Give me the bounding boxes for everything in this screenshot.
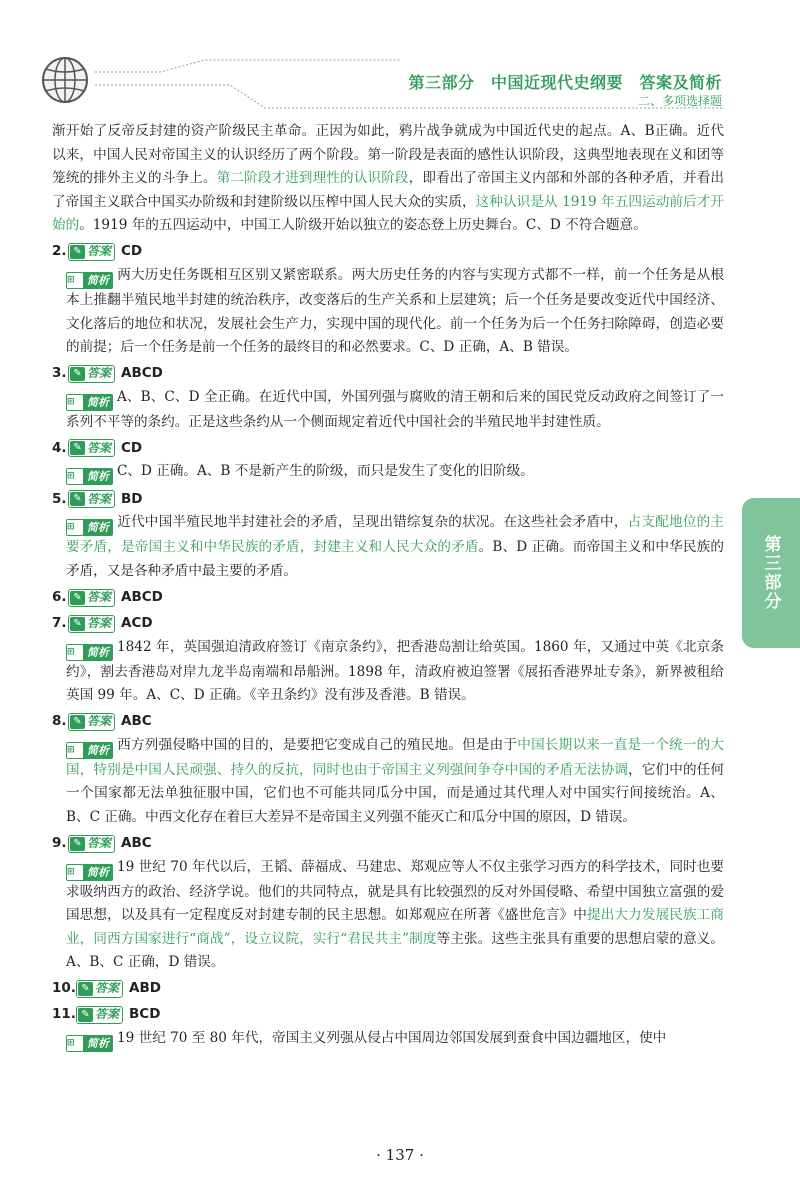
question-7-explanation: ⊞ 简析 1842 年，英国强迫清政府签订《南京条约》，把香港岛割让给英国。1860 年，又通过中英《北京条约》，割去香港岛对岸九龙半岛南端和昂船洲。1898 年，清政府被迫签署《展拓香港界址专条》，新界被租给英国 99 年。A、C、D 正确。《辛丑条约》没有涉及香港。B 错误。 [66, 638, 724, 704]
answer-value: ABD [129, 980, 161, 997]
question-11-answer: 11. ✎ 答案 BCD [52, 1003, 724, 1027]
explain-icon: ⊞ [67, 273, 84, 288]
pen-icon: ✎ [70, 492, 85, 506]
question-8-answer: 8. ✎ 答案 ABC [52, 710, 724, 734]
explain-badge: ⊞ 简析 [66, 1035, 113, 1052]
answer-value: BCD [129, 1006, 161, 1023]
explain-icon: ⊞ [67, 520, 84, 535]
answer-badge: ✎ 答案 [68, 439, 115, 457]
page-header [0, 0, 800, 120]
question-2-answer: 2. ✎ 答案 CD [52, 240, 724, 264]
answer-value: ABCD [121, 588, 163, 605]
answer-value: ABCD [121, 364, 163, 381]
answer-badge: ✎ 答案 [68, 490, 115, 508]
explain-icon: ⊞ [67, 395, 84, 410]
answer-badge: ✎ 答案 [76, 1006, 123, 1024]
question-5-answer: 5. ✎ 答案 BD [52, 487, 724, 511]
answer-badge: ✎ 答案 [68, 615, 115, 633]
explain-badge: ⊞ 简析 [66, 394, 113, 411]
answers-content [52, 120, 724, 1052]
question-3-explanation: ⊞ 简析 A、B、C、D 全正确。在近代中国，外国列强与腐败的清王朝和后来的国民党反动政府之间签订了一系列不平等的条约。正是这些条约从一个侧面规定着近代中国社会的半殖民地半封建性质。 [66, 388, 724, 430]
side-tab-label: 第三部分 [760, 535, 781, 611]
explain-badge: ⊞ 简析 [66, 864, 113, 881]
answer-value: CD [121, 243, 143, 260]
answer-badge: ✎ 答案 [68, 365, 115, 383]
answer-value: ACD [121, 614, 153, 631]
question-4-explanation: ⊞ 简析 C、D 正确。A、B 不是新产生的阶级，而只是发生了变化的旧阶级。 [67, 463, 534, 484]
pen-icon: ✎ [78, 982, 93, 996]
explain-badge: ⊞ 简析 [66, 519, 113, 536]
question-9-answer: 9. ✎ 答案 ABC [52, 832, 724, 856]
explain-icon: ⊞ [67, 743, 84, 758]
pen-icon: ✎ [70, 591, 85, 605]
answer-badge: ✎ 答案 [68, 589, 115, 607]
question-2-explanation: ⊞ 简析 两大历史任务既相互区别又紧密联系。两大历史任务的内容与实现方式都不一样，前一个任务是从根本上推翻半殖民地半封建的统治秩序，改变落后的生产关系和上层建筑；后一个任务是要改变近代中国经济、文化落后的地位和状况，发展社会生产力，实现中国的现代化。前一个任务为后一个任务扫除障碍，创造必要的前提；后一个任务是前一个任务的最终目的和必然要求。C、D 正确，A、B 错误。 [66, 266, 724, 356]
answer-badge: ✎ 答案 [76, 980, 123, 998]
globe-icon [40, 55, 90, 105]
question-9-explanation: ⊞ 简析 19 世纪 70 年代以后，王韬、薛福成、马建忠、郑观应等人不仅主张学习西方的科学技术，同时也要求吸纳西方的政治、经济学说。他们的共同特点，就是具有比较强烈的反对外国侵略、希望中国独立富强的爱国思想，以及具有一定程度反对封建专制的民主思想。如郑观应在所著《盛世危言》中提出大力发展民族工商业，同西方国家进行“商战”，设立议院，实行“君民共主”制度等主张。这些主张具有重要的思想启蒙的意义。A、B、C 正确，D 错误。 [66, 858, 725, 971]
question-8-explanation: ⊞ 简析 西方列强侵略中国的目的，是要把它变成自己的殖民地。但是由于中国长期以来一直是一个统一的大国，特别是中国人民顽强、持久的反抗，同时也由于帝国主义列强间争夺中国的矛盾无法协调，它们中的任何一个国家都无法单独征服中国，它们也不可能共同瓜分中国，而是通过其代理人对中国实行间接统治。A、B、C 正确。中西文化存在着巨大差异不是帝国主义列强不能灭亡和瓜分中国的原因，D 错误。 [66, 736, 725, 825]
answer-badge: ✎ 答案 [68, 713, 115, 731]
pen-icon: ✎ [70, 715, 85, 729]
question-6-answer: 6. ✎ 答案 ABCD [52, 586, 724, 610]
question-3-answer: 3. ✎ 答案 ABCD [52, 362, 724, 386]
section-title: 第三部分 中国近现代史纲要 答案及简析 [408, 73, 722, 92]
pen-icon: ✎ [70, 367, 85, 381]
pen-icon: ✎ [70, 837, 85, 851]
question-10-answer: 10. ✎ 答案 ABD [52, 977, 724, 1001]
explain-icon: ⊞ [67, 469, 84, 484]
explain-badge: ⊞ 简析 [66, 742, 113, 759]
explain-badge: ⊞ 简析 [66, 468, 113, 485]
pen-icon: ✎ [70, 441, 85, 455]
question-11-explanation: ⊞ 简析 19 世纪 70 至 80 年代，帝国主义列强从侵占中国周边邻国发展到蚕食中国边疆地区，使中 [67, 1029, 667, 1050]
explain-icon: ⊞ [67, 865, 84, 880]
section-subtitle: 二、多项选择题 [637, 94, 722, 108]
explain-icon: ⊞ [67, 645, 84, 660]
answer-value: ABC [121, 834, 152, 851]
page-number: · 137 · [376, 1146, 424, 1164]
pen-icon: ✎ [70, 245, 85, 259]
answer-value: ABC [121, 712, 152, 729]
explain-icon: ⊞ [67, 1036, 84, 1051]
question-5-explanation: ⊞ 简析 近代中国半殖民地半封建社会的矛盾，呈现出错综复杂的状况。在这些社会矛盾中，占支配地位的主要矛盾，是帝国主义和中华民族的矛盾，封建主义和人民大众的矛盾。B、D 正确。而帝国主义和中华民族的矛盾，又是各种矛盾中最主要的矛盾。 [66, 514, 725, 579]
continued-explanation: 渐开始了反帝反封建的资产阶级民主革命。正因为如此，鸦片战争就成为中国近代史的起点。A、B正确。近代以来，中国人民对帝国主义的认识经历了两个阶段。第一阶段是表面的感性认识阶段，这典型地表现在义和团等笼统的排外主义的斗争上。第二阶段才进到理性的认识阶段，即看出了帝国主义内部和外部的各种矛盾，并看出了帝国主义联合中国买办阶级和封建阶级以压榨中国人民大众的实质，这种认识是从 1919 年五四运动前后才开始的。1919 年的五四运动中，中国工人阶级开始以独立的姿态登上历史舞台。C、D 不符合题意。 [52, 123, 725, 234]
answer-value: CD [121, 439, 143, 456]
answer-badge: ✎ 答案 [68, 835, 115, 853]
question-7-answer: 7. ✎ 答案 ACD [52, 612, 724, 636]
answer-badge: ✎ 答案 [68, 243, 115, 261]
question-4-answer: 4. ✎ 答案 CD [52, 436, 724, 460]
answer-value: BD [121, 490, 143, 507]
pen-icon: ✎ [70, 617, 85, 631]
explain-badge: ⊞ 简析 [66, 644, 113, 661]
part-side-tab[interactable] [742, 498, 800, 648]
pen-icon: ✎ [78, 1008, 93, 1022]
explain-badge: ⊞ 简析 [66, 272, 113, 289]
